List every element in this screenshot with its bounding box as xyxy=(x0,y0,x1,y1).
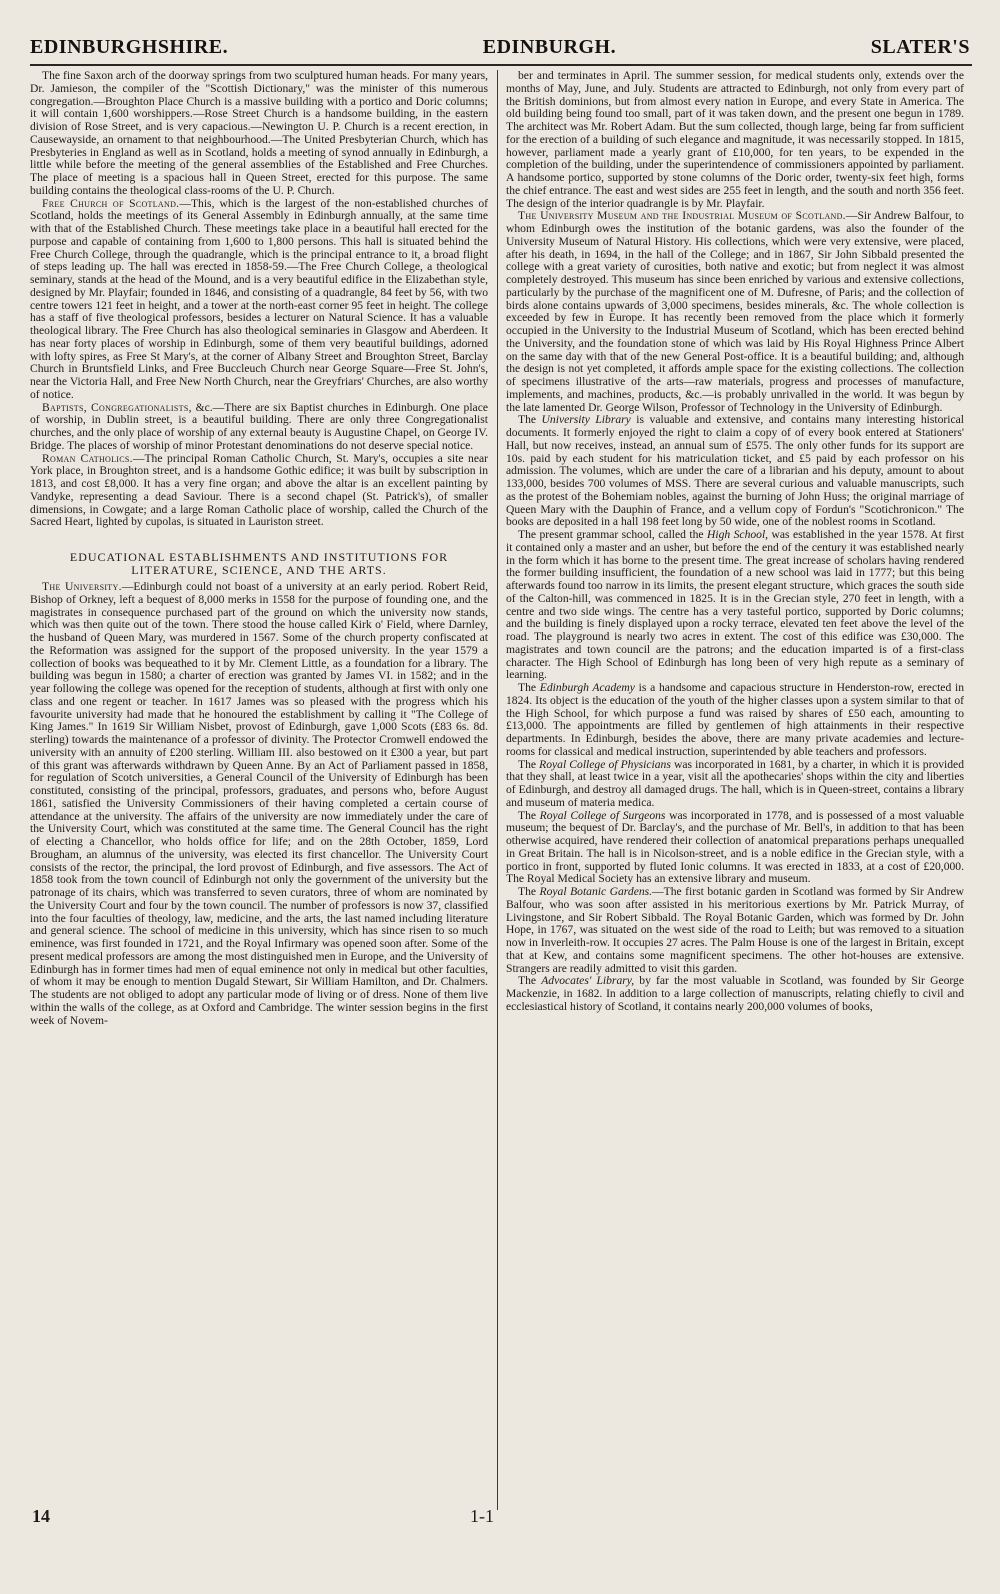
run-in-heading: The University. xyxy=(42,580,122,593)
paragraph: Roman Catholics.—The principal Roman Catholic Church, St. Mary's, occupies a site near York place, in Broughton street, and is a handsome Gothic edifice; it was built by subscription in 1813, and cost £8,000. It has a very fine organ; and above the altar is an excellent painting by Vandyke, representing a dead Saviour. There is a second chapel (St. Patrick's), of smaller dimensions, in Cowgate; and a large Roman Catholic place of worship, called the Church of the Sacred Heart, lighted by cupolas, is situated in Lauriston street. xyxy=(30,451,488,529)
running-head xyxy=(30,36,970,62)
paragraph: The Royal Botanic Gardens.—The first botanic garden in Scotland was formed by Sir Andrew Balfour, who was soon after assisted in his meritorious exertions by Mr. Patrick Murray, of Livingstone, and Sir Robert Sibbald. The Royal Botanic Garden, which was formed by Dr. John Hope, in 1767, was situated on the west side of the road to Leith; but was removed to a situation now in Inverleith-row. It occupies 27 acres. The Palm House is one of the largest in Britain, except that at Kew, and contains some magnificent specimens. The other hot-houses are extensive. Strangers are readily admitted to visit this garden. xyxy=(506,885,964,975)
paragraph: Baptists, Congregationalists, &c.—There are six Baptist churches in Edinburgh. One place of worship, in Dublin street, is a beautiful building. There are only three Congregationalist churches, and the only place of worship of any external beauty is Augustine Chapel, on George IV. Bridge. The places of worship of minor Protestant denominations do not deserve special notice. xyxy=(30,400,488,452)
page-number: 14 xyxy=(32,1506,50,1526)
section-heading: EDUCATIONAL ESTABLISHMENTS AND INSTITUTIONS FOR LITERATURE, SCIENCE, AND THE ARTS. xyxy=(69,550,449,577)
header-rule xyxy=(30,64,972,66)
run-in-heading: Royal Botanic Gardens. xyxy=(539,885,653,898)
paragraph: The Royal College of Surgeons was incorporated in 1778, and is possessed of a most valuable museum; the bequest of Dr. Barclay's, and the purchase of Mr. Bell's, in addition to that has been otherwise acquired, have rendered their collection of anatomical preparations perhaps unequalled in Great Britain. The hall is in Nicolson-street, and is a noble edifice in the Grecian style, with a portico in front, supported by fluted Ionic columns. It was erected in 1833, at a cost of £20,000. The Royal Medical Society has an extensive library and museum. xyxy=(506,808,964,886)
printer-signature: 1-1 xyxy=(470,1506,494,1526)
run-in-heading: The University Museum and the Industrial Museum of Scotland. xyxy=(518,209,846,223)
paragraph: The University Library is valuable and extensive, and contains many interesting historical documents. It formerly enjoyed the right to claim a copy of of every book entered at Stationers' Hall, but now receives, instead, an annual sum of £575. The only other funds for its support are 10s. paid by each student for his matriculation ticket, and £5 paid by each professor on his admission. The volumes, which are under the care of a librarian and his deputy, amount to about 133,000, besides 700 volumes of MSS. There are several curious and valuable manuscripts, such as the protest of the Bohemiam nobles, against the burning of John Huss; the original marriage of Queen Mary with the Dauphin of France, and a vellum copy of Fordun's "Scotichronicon." The books are deposited in a hall 198 feet long by 50 wide, one of the noblest rooms in Scotland. xyxy=(506,413,964,529)
text-columns xyxy=(30,70,972,1510)
paragraph: Free Church of Scotland.—This, which is the largest of the non-established churches of Scotland, holds the meetings of its General Assembly in Edinburgh annually, at the same time with that of the Established Church. These meetings take place in a beautiful hall erected for the purpose and capable of containing from 1,600 to 1,800 persons. This hall is situated behind the Free Church College, through the quadrangle, which is the principal entrance to it, a broad flight of steps leading up. The hall was erected in 1858-59.—The Free Church College, a theological seminary, stands at the head of the Mound, and is a very beautiful edifice in the Elizabethan style, designed by Mr. Playfair; founded in 1846, and consisting of a quadrangle, 84 feet by 56, with two centre towers 121 feet in height, and a tower at the north-east corner 95 feet in height. The college has a staff of five theological professors, besides a lecturer on Natural Science. It has a valuable theological library. The Free Church has also theological seminaries in Glasgow and Aberdeen. It has near forty places of worship in Edinburgh, some of them very beautiful buildings, adorned with lofty spires, as Free St Mary's, at the corner of Albany Street and Broughton Street, Barclay Church in Bruntsfield Links, and Free Buccleuch Church near George Square—Free St. John's, near the Victoria Hall, and Free New North Church, near the Greyfriars' Churches, are also worthy of notice. xyxy=(30,196,488,401)
run-in-heading: Roman Catholics. xyxy=(42,451,133,465)
paragraph: ber and terminates in April. The summer session, for medical students only, extends over the months of May, June, and July. Students are attracted to Edinburgh, not only from every part of the British dominions, but from almost every nation in Europe, and every State in America. The old building being found too small, part of it was taken down, and the present one begun in 1789. The architect was Mr. Robert Adam. But the sum collected, though large, being far from sufficient for the erection of a building of such elegance and magnitude, it was necessarily stopped. In 1815, however, parliament made a yearly grant of £10,000, for ten years, to be expended in the completion of the building, under the superintendence of commissioners appointed by parliament. A handsome portico, supported by stone columns of the Doric order, twenty-six feet high, forms the chief entrance. The east and west sides are 255 feet in length, and the south and north 356 feet. The design of the interior quadrangle is by Mr. Playfair. xyxy=(506,70,964,210)
run-in-heading: Royal College of Physicians xyxy=(539,757,671,771)
header-county: EDINBURGHSHIRE. xyxy=(30,36,229,58)
run-in-heading: University Library xyxy=(541,413,631,427)
header-publisher: SLATER'S xyxy=(870,36,970,58)
paragraph: The present grammar school, called the High School, was established in the year 1578. At first it contained only a master and an usher, but before the end of the century it was established nearly in the form which it has borne to the present time. The great increase of scholars having rendered the former building insufficient, the foundation of a new school was laid in 1777; but this being afterwards found too narrow in its limits, the present elegant structure, which graces the south side of the Calton-hill, was commenced in 1825. It is in the Grecian style, 270 feet in length, with a centre and two side wings. The centre has a very tasteful portico, supported by Doric columns; and the building is finely displayed upon a rocky terrace, elevated ten feet above the level of the road. The playground is nearly two acres in extent. The cost of this edifice was £30,000. The magistrates and town council are the patrons; and the education imparted is of a first-class character. The High School of Edinburgh has long been of very high repute as a seminary of learning. xyxy=(506,528,964,682)
run-in-heading: Edinburgh Academy xyxy=(539,681,635,694)
paragraph: The Edinburgh Academy is a handsome and capacious structure in Henderston-row, erected in 1824. Its object is the education of the youth of the higher classes upon a system similar to that of the High School, for which purpose a fund was raised by shares of £50 each, amounting to £13,000. The appointments are filled by gentlemen of high attainments in their respective departments. In Edinburgh, besides the above, there are many private academies and lecture-rooms for classical and medical instruction, superintended by able teachers and professors. xyxy=(506,681,964,758)
left-column xyxy=(30,70,488,1510)
paragraph: The fine Saxon arch of the doorway springs from two sculptured human heads. For many years, Dr. Jamieson, the compiler of the "Scottish Dictionary," was the minister of this numerous congregation.—Broughton Place Church is a massive building with a portico and Doric columns; it will contain 1,600 worshippers.—Rose Street Church is a handsome building, in the eastern division of Rose Street, and is very capacious.—Newington U. P. Church is a recent erection, in Causewayside, an ornament to that neighbourhood.—The United Presbyterian Church, which has Presbyteries in England as well as in Scotland, holds a meeting of synod annually in Edinburgh, a little while before the meeting of the general assemblies of the Established and Free Churches. The place of meeting is a spacious hall in Queen Street, erected for this purpose. The same building contains the theological class-rooms of the U. P. Church. xyxy=(30,70,488,197)
column-divider xyxy=(497,70,498,1510)
run-in-heading: High School, xyxy=(707,528,769,541)
paragraph: The Royal College of Physicians was incorporated in 1681, by a charter, in which it is provided that they shall, at least twice in a year, visit all the apothecaries' shops within the city and liberties of Edinburgh, and destroy all damaged drugs. The hall, which is in Queen-street, contains a library and museum of materia medica. xyxy=(506,757,964,809)
paragraph: The University.—Edinburgh could not boast of a university at an early period. Robert Reid, Bishop of Orkney, left a bequest of 8,000 merks in 1558 for the purpose of founding one, and the magistrates in consequence purchased part of the ground on which the university now stands, which was then quite out of the town. There stood the house called Kirk o' Field, where Darnley, the husband of Queen Mary, was murdered in 1567. Some of the church property confiscated at the Reformation was assigned for the support of the proposed university. In the year 1579 a collection of books was bequeathed to it by Mr. Clement Little, as a foundation for a library. The building was begun in 1580; a charter of erection was granted by James VI. in 1582; and in the year following the college was opened for the reception of students, although at first with only one class and one regent or teacher. In 1617 James was so pleased with the progress which his favourite university had made that he honoured the establishment by calling it "The College of King James." In 1619 Sir William Nisbet, provost of Edinburgh, gave 1,000 Scots (£83 6s. 8d. sterling) towards the maintenance of a professor of divinity. The Protector Cromwell endowed the university with an annuity of £200 sterling. William III. also bestowed on it £300 a year, but part of this grant was afterwards withdrawn by Queen Anne. By an Act of Parliament passed in 1858, for regulation of Scotch universities, a General Council of the University of Edinburgh has been constituted, consisting of the principal, professors, graduates, and persons who, before August 1861, satisfied the University Commissioners of their having completed a certain course of attendance at the university. The affairs of the university are now immediately under the care of the University Court, which was constituted at the same time. The General Council has the right of electing a Chancellor, who holds office for life; and on the 28th October, 1859, Lord Brougham, an alumnus of the university, was elected its first chancellor. The University Court consists of the rector, the principal, the lord provost of Edinburgh, and five assessors. The Act of 1858 took from the town council of Edinburgh not only the government of the university but the patronage of its chairs, which was transferred to seven curators, three of whom are nominated by the University Court and four by the town council. The number of professors is now 37, classified into the four faculties of theology, law, medicine, and the arts, the last named including literature and general science. The school of medicine in this university, which has since risen to so much eminence, was first founded in 1721, and the Royal Infirmary was opened soon after. Some of the present medical professors are among the most distinguished men in Europe, and the University of Edinburgh has in former times had men of equal eminence not only in medical but other faculties, of whom it may be enough to mention Dugald Stewart, Sir William Hamilton, and Dr. Chalmers. The students are not obliged to adopt any particular mode of living or of dress. None of them live within the walls of the college, as at Oxford and Cambridge. The winter session begins in the first week of Novem- xyxy=(30,580,488,1027)
paragraph: The University Museum and the Industrial Museum of Scotland.—Sir Andrew Balfour, to whom Edinburgh owes the institution of the botanic gardens, was also the founder of the University Museum of Natural History. His collections, which were very extensive, were placed, after his death, in 1694, in the hall of the College; and in 1867, Sir John Sibbald presented the college with a great variety of curosities, both native and exotic; but from neglect it was almost completely destroyed. This museum has since been enriched by various and extensive collections, particularly by the purchase of the magnificent one of M. Dufresne, of Paris; and the collection of birds alone contains upwards of 3,000 specimens, besides minerals, &c. The whole collection is exceeded by few in Europe. It has recently been removed from the place which it formerly occupied in the University to the Industrial Museum of Scotland, which has been erected behind the University, and the foundation stone of which was laid by His Royal Highness Prince Albert on the same day with that of the new General Post-office. It is a beautiful building; and, although the design is not yet completed, it affords ample space for the existing collections. The collection of specimens illustrative of the arts—raw materials, progress and processes of manufacture, implements, and machines, products, &c.—is probably unrivalled in the world. It was begun by the late lamented Dr. George Wilson, Professor of Technology in the University of Edinburgh. xyxy=(506,209,964,414)
paragraph: The Advocates' Library, by far the most valuable in Scotland, was founded by Sir George Mackenzie, in 1682. In addition to a large collection of manuscripts, relating chiefly to civil and ecclesiastical history of Scotland, it contains nearly 200,000 volumes of books, xyxy=(506,974,964,1013)
run-in-heading: Advocates' Library, xyxy=(541,974,635,988)
run-in-heading: Baptists, Congregationalists, xyxy=(42,400,192,414)
right-column xyxy=(506,70,964,1510)
run-in-heading: Free Church of Scotland. xyxy=(42,196,180,210)
header-town: EDINBURGH. xyxy=(482,36,617,58)
run-in-heading: Royal College of Surgeons xyxy=(539,808,666,822)
